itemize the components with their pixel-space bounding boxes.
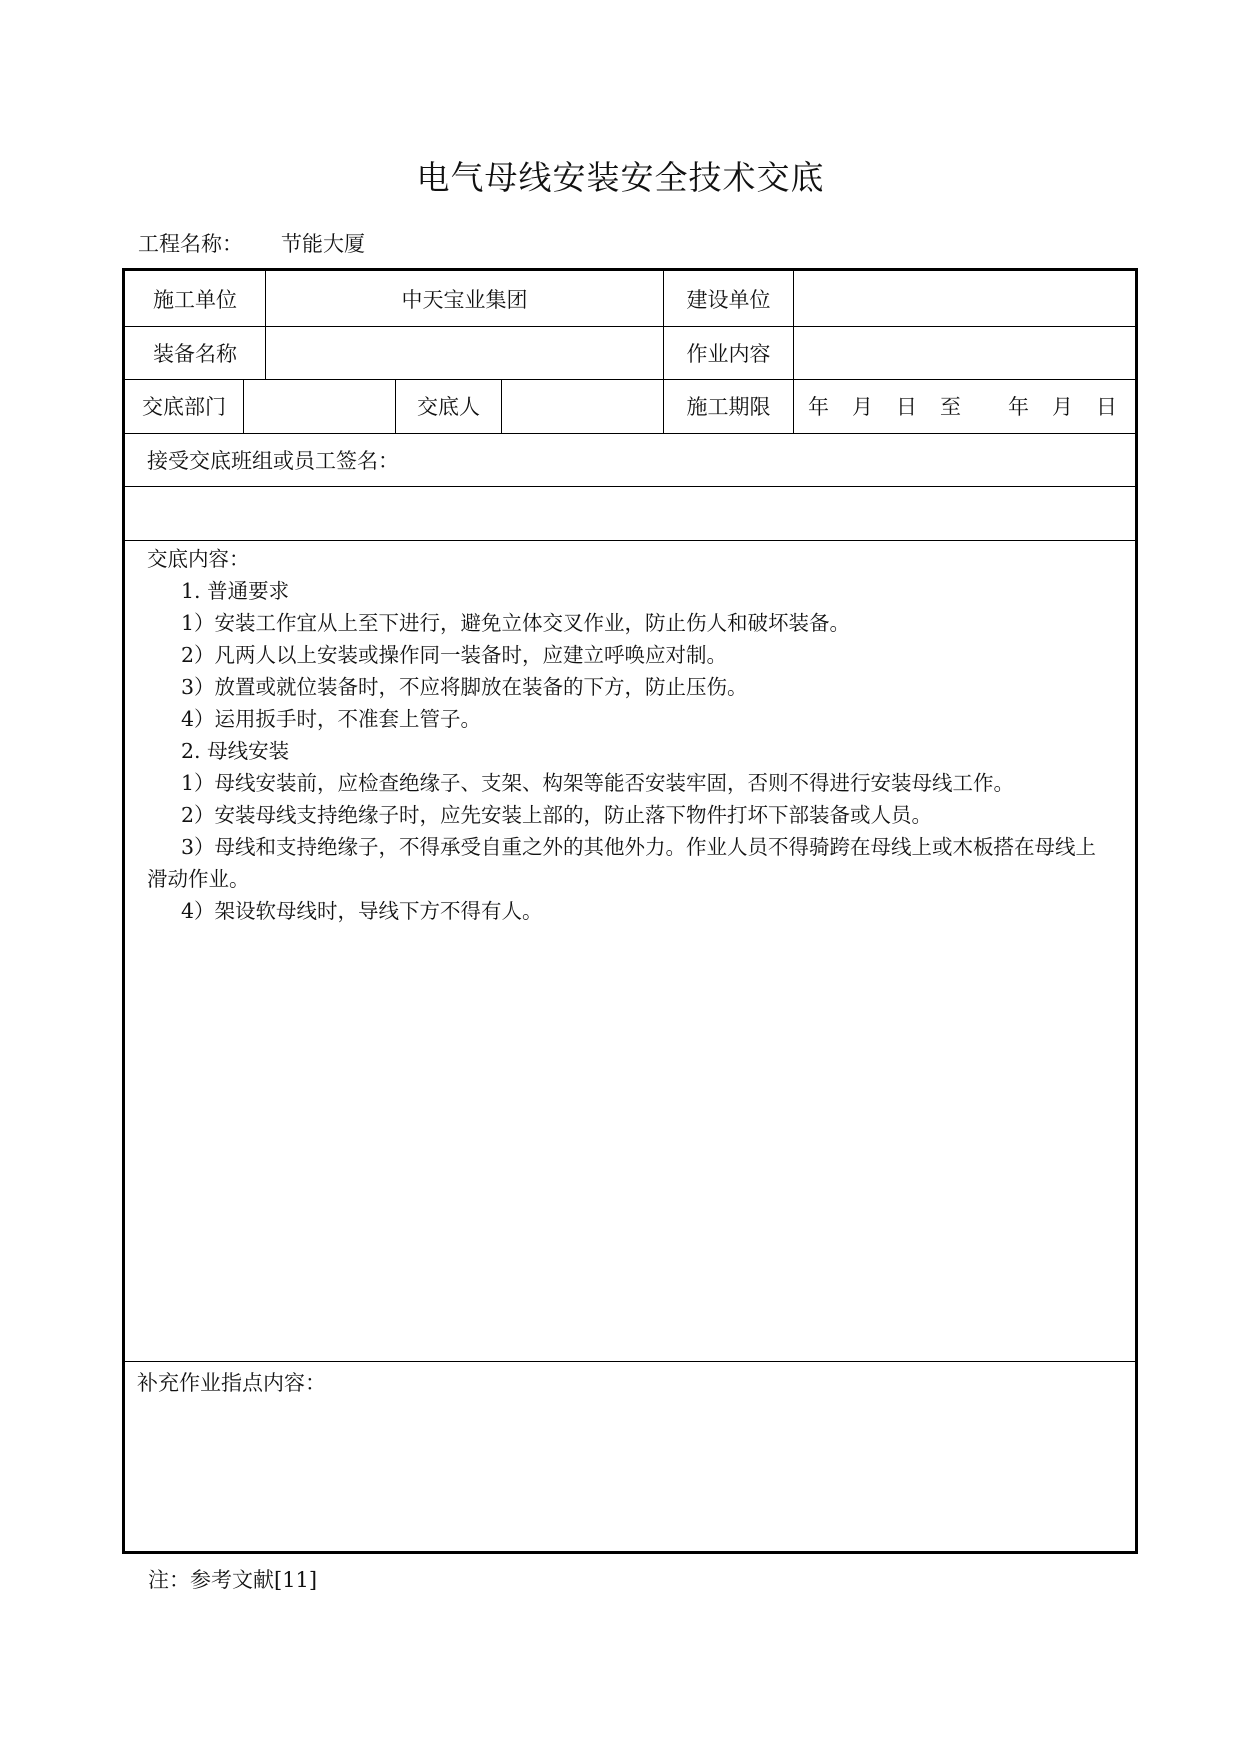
form-row-equipment	[125, 326, 1135, 380]
list-item: 3）母线和支持绝缘子，不得承受自重之外的其他外力。作业人员不得骑跨在母线上或木板搭在母线上滑动作业。	[147, 835, 1097, 891]
construction-unit-label: 施工单位	[153, 287, 237, 312]
form-row-briefing	[125, 379, 1135, 434]
section-heading: 2. 母线安装	[181, 739, 290, 763]
project-name: 节能大厦	[281, 232, 365, 256]
briefing-content	[147, 543, 1105, 927]
period-month-end: 月	[1052, 395, 1073, 419]
owner-unit-value[interactable]	[793, 271, 1135, 326]
period-year-start: 年	[808, 395, 829, 419]
equipment-name-value[interactable]	[265, 326, 663, 379]
signature-area[interactable]	[125, 486, 1135, 541]
owner-unit-label: 建设单位	[663, 271, 793, 326]
period-year-end: 年	[1008, 395, 1029, 419]
form-row-units	[125, 271, 1135, 327]
period-value[interactable]	[793, 379, 1135, 433]
briefer-value[interactable]	[501, 379, 663, 433]
content-label: 交底内容：	[147, 547, 250, 571]
period-day-end: 日	[1096, 395, 1117, 419]
briefing-dept-label: 交底部门	[142, 395, 226, 419]
period-day-start: 日	[896, 395, 917, 419]
briefing-dept-value[interactable]	[243, 379, 395, 433]
signature-label: 接受交底班组或员工签名：	[147, 448, 399, 473]
project-label: 工程名称：	[138, 232, 243, 256]
list-item: 2）凡两人以上安装或操作同一装备时，应建立呼唤应对制。	[181, 643, 728, 667]
footer-note: 注：参考文献[11]	[148, 1568, 318, 1592]
list-item: 1）母线安装前，应检查绝缘子、支架、构架等能否安装牢固，否则不得进行安装母线工作。	[181, 771, 1015, 795]
form-row-signature-label	[125, 433, 1135, 487]
work-content-value[interactable]	[793, 326, 1135, 379]
work-content-label: 作业内容	[663, 326, 793, 379]
construction-unit-value[interactable]: 中天宝业集团	[265, 271, 663, 326]
project-line	[138, 228, 365, 258]
period-month-start: 月	[852, 395, 873, 419]
list-item: 4）运用扳手时，不准套上管子。	[181, 707, 482, 731]
equipment-name-label: 装备名称	[153, 341, 237, 366]
briefer-label: 交底人	[395, 379, 501, 433]
briefing-form	[122, 268, 1138, 1554]
period-label: 施工期限	[663, 379, 793, 433]
list-item: 3）放置或就位装备时，不应将脚放在装备的下方，防止压伤。	[181, 675, 748, 699]
list-item: 1）安装工作宜从上至下进行，避免立体交叉作业，防止伤人和破坏装备。	[181, 611, 851, 635]
document-title: 电气母线安装安全技术交底	[416, 158, 825, 197]
period-to: 至	[940, 395, 961, 419]
list-item: 4）架设软母线时，导线下方不得有人。	[181, 899, 543, 923]
section-heading: 1. 普通要求	[181, 579, 290, 603]
supplement-label: 补充作业指点内容：	[137, 1371, 326, 1395]
list-item: 2）安装母线支持绝缘子时，应先安装上部的，防止落下物件打坏下部装备或人员。	[181, 803, 933, 827]
